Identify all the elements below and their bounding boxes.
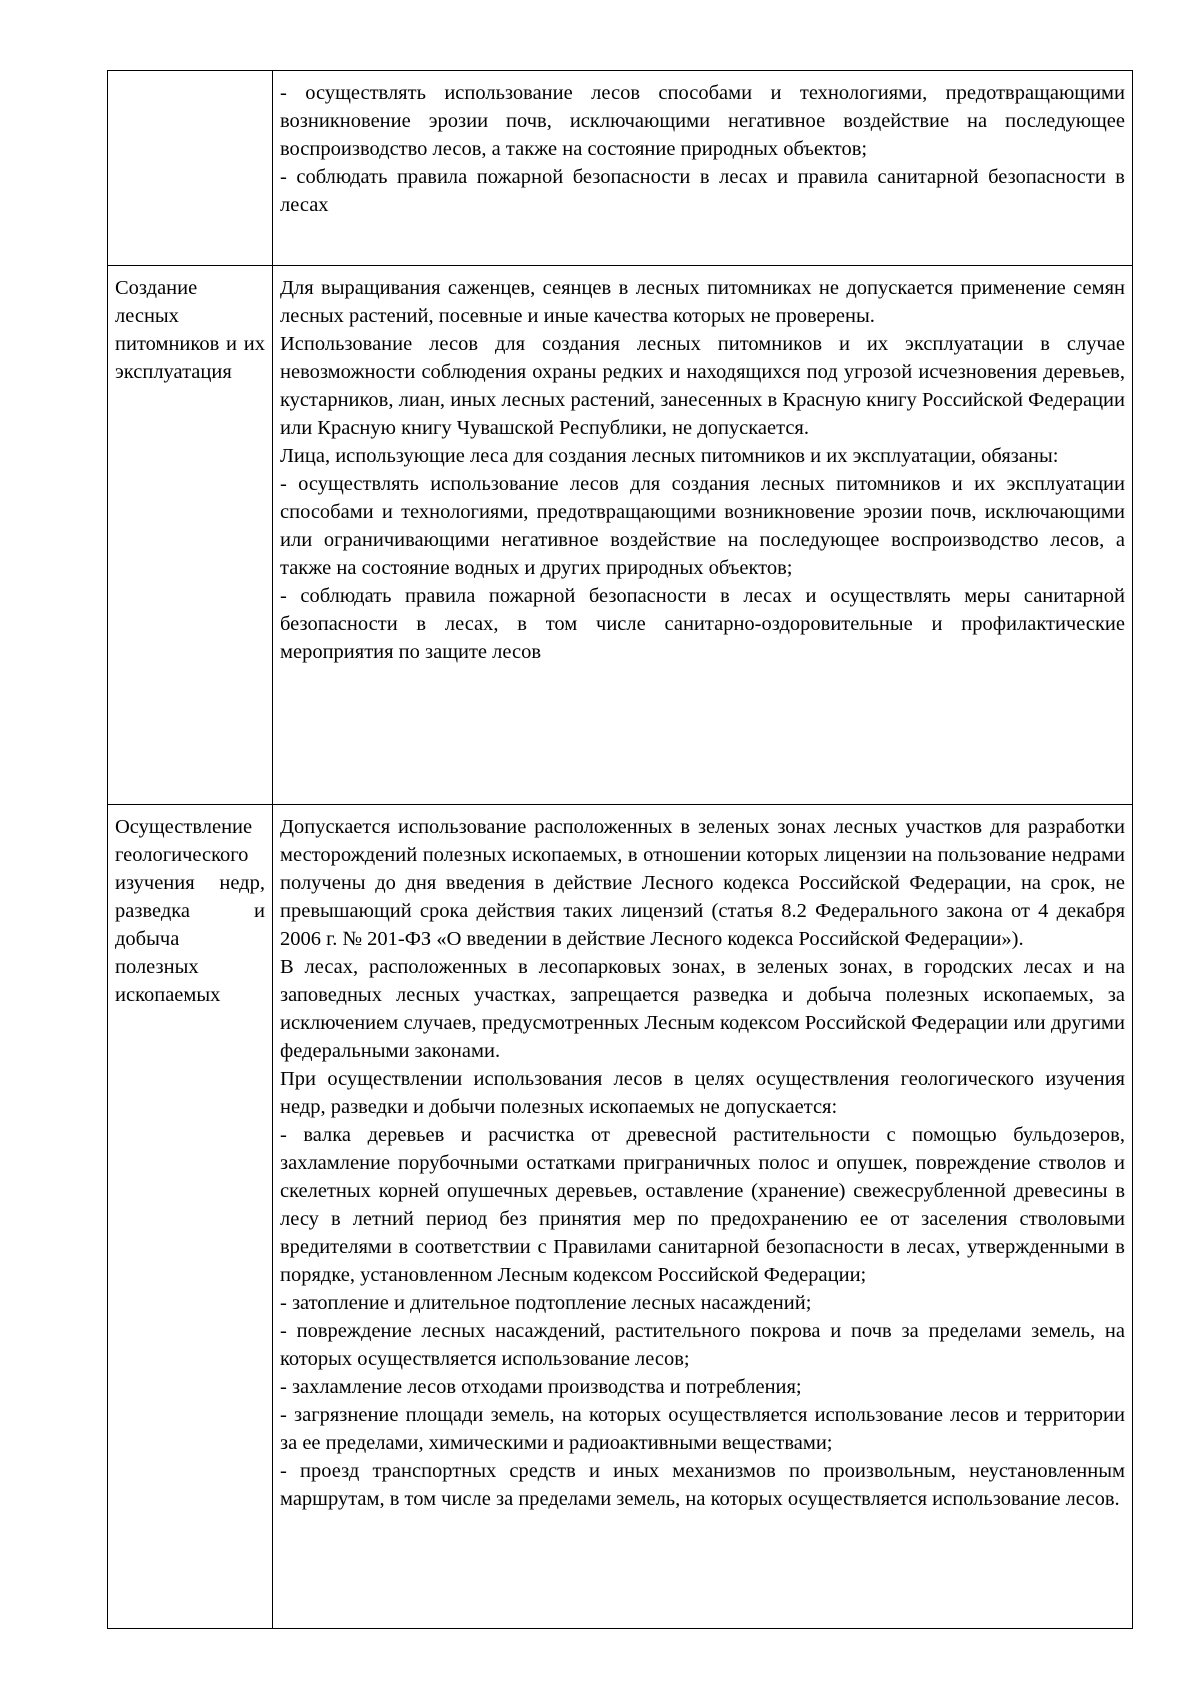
requirement-paragraph: Для выращивания саженцев, сеянцев в лесных питомниках не допускается применение семян лесных растений, посевные и иные качества которых не проверены. <box>280 277 1125 327</box>
requirement-paragraph: - проезд транспортных средств и иных механизмов по произвольным, неустановленным маршрутам, в том числе за пределами земель, на которых осуществляется использование лесов. <box>280 1460 1125 1510</box>
requirement-paragraph: - осуществлять использование лесов способами и технологиями, предотвращающими возникновение эрозии почв, исключающими негативное воздействие на последующее воспроизводство лесов, а также на состояние природных объектов; <box>280 82 1125 160</box>
activity-label: Создание лесных питомников и их эксплуатация <box>115 277 265 383</box>
activity-label: Осуществление геологического изучения недр, разведка и добыча полезных ископаемых <box>115 816 265 1006</box>
table-row <box>108 805 1133 1629</box>
activity-cell <box>108 266 273 805</box>
requirement-paragraph: При осуществлении использования лесов в целях осуществления геологического изучения недр, разведки и добычи полезных ископаемых не допускается: <box>280 1068 1125 1118</box>
activity-cell <box>108 805 273 1629</box>
requirement-paragraph: - соблюдать правила пожарной безопасности в лесах и правила санитарной безопасности в лесах <box>280 166 1125 216</box>
requirement-paragraph: Допускается использование расположенных в зеленых зонах лесных участков для разработки месторождений полезных ископаемых, в отношении которых лицензии на пользование недрами получены до дня введения в действие Лесного кодекса Российской Федерации, на срок, не превышающий срока действия таких лицензий (статья 8.2 Федерального закона от 4 декабря 2006 г. № 201-ФЗ «О введении в действие Лесного кодекса Российской Федерации»). <box>280 816 1125 950</box>
requirement-paragraph: - повреждение лесных насаждений, растительного покрова и почв за пределами земель, на которых осуществляется использование лесов; <box>280 1320 1125 1370</box>
requirement-paragraph: - загрязнение площади земель, на которых осуществляется использование лесов и территории за ее пределами, химическими и радиоактивными веществами; <box>280 1404 1125 1454</box>
requirements-cell <box>273 71 1133 266</box>
requirement-paragraph: - затопление и длительное подтопление лесных насаждений; <box>280 1292 812 1314</box>
forest-use-requirements-table <box>107 70 1133 1629</box>
requirement-paragraph: В лесах, расположенных в лесопарковых зонах, в зеленых зонах, в городских лесах и на заповедных лесных участках, запрещается разведка и добыча полезных ископаемых, за исключением случаев, предусмотренных Лесным кодексом Российской Федерации или другими федеральными законами. <box>280 956 1125 1062</box>
table-row <box>108 71 1133 266</box>
requirement-paragraph: - осуществлять использование лесов для создания лесных питомников и их эксплуатации способами и технологиями, предотвращающими возникновение эрозии почв, исключающими или ограничивающими негативное воздействие на последующее воспроизводство лесов, а также на состояние водных и других природных объектов; <box>280 473 1125 579</box>
requirement-paragraph: Лица, использующие леса для создания лесных питомников и их эксплуатации, обязаны: <box>280 445 1059 467</box>
requirement-paragraph: Использование лесов для создания лесных питомников и их эксплуатации в случае невозможности соблюдения охраны редких и находящихся под угрозой исчезновения деревьев, кустарников, лиан, иных лесных растений, занесенных в Красную книгу Российской Федерации или Красную книгу Чувашской Республики, не допускается. <box>280 333 1125 439</box>
requirement-paragraph: - соблюдать правила пожарной безопасности в лесах и осуществлять меры санитарной безопасности в лесах, в том числе санитарно-оздоровительные и профилактические мероприятия по защите лесов <box>280 585 1125 663</box>
requirement-paragraph: - захламление лесов отходами производства и потребления; <box>280 1376 802 1398</box>
requirement-paragraph: - валка деревьев и расчистка от древесной растительности с помощью бульдозеров, захламление порубочными остатками приграничных полос и опушек, повреждение стволов и скелетных корней опушечных деревьев, оставление (хранение) свежесрубленной древесины в лесу в летний период без принятия мер по предохранению ее от заселения стволовыми вредителями в соответствии с Правилами санитарной безопасности в лесах, утвержденными в порядке, установленном Лесным кодексом Российской Федерации; <box>280 1124 1125 1286</box>
table-row <box>108 266 1133 805</box>
requirements-cell <box>273 266 1133 805</box>
requirements-cell <box>273 805 1133 1629</box>
activity-cell <box>108 71 273 266</box>
